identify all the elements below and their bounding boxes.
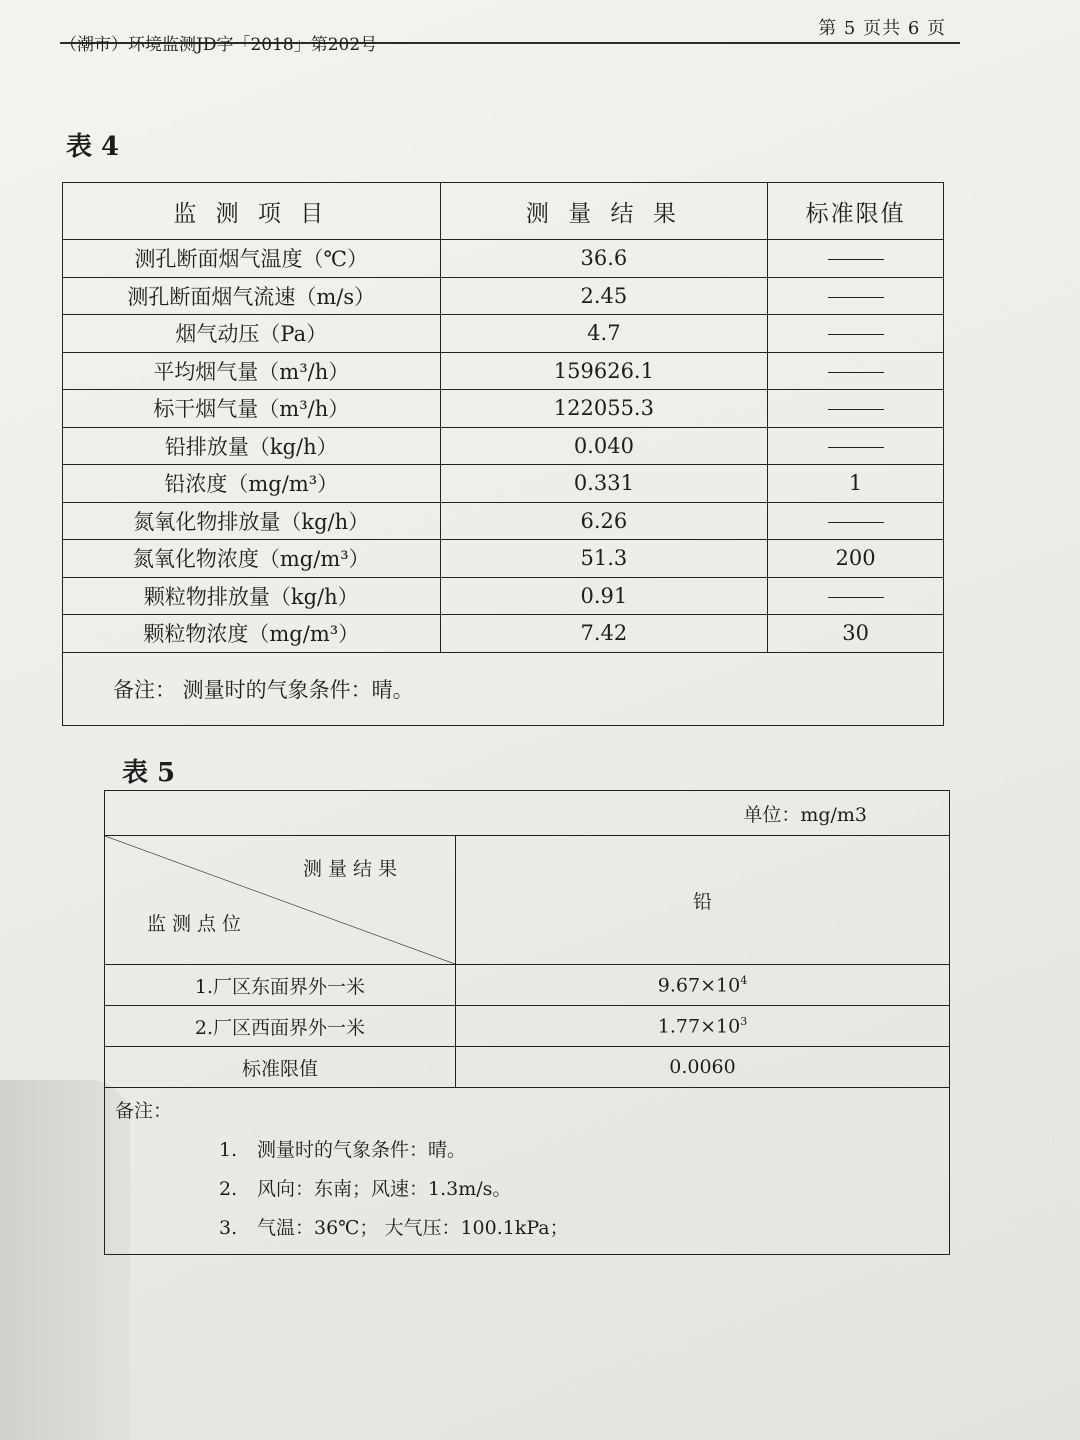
dash-mark — [828, 372, 884, 373]
table5-unit-row — [105, 791, 950, 836]
table-row — [105, 1006, 950, 1047]
cell-limit — [768, 502, 944, 540]
dash-mark — [828, 447, 884, 448]
cell-point: 1.厂区东面界外一米 — [105, 965, 456, 1006]
dash-mark — [828, 522, 884, 523]
note-number: 1. — [219, 1139, 238, 1161]
cell-result: 159626.1 — [440, 352, 768, 390]
cell-item: 颗粒物排放量（kg/h） — [63, 577, 441, 615]
value-mantissa: 9.67×10 — [657, 974, 741, 997]
cell-limit: 1 — [768, 465, 944, 503]
table-row — [63, 427, 944, 465]
cell-result: 0.331 — [440, 465, 768, 503]
table-row — [105, 1047, 950, 1088]
table4-heading: 表 4 — [66, 132, 120, 162]
cell-result: 2.45 — [440, 277, 768, 315]
cell-limit — [768, 577, 944, 615]
cell-limit — [768, 390, 944, 428]
table-row — [63, 315, 944, 353]
cell-result: 7.42 — [440, 615, 768, 653]
table-row — [63, 502, 944, 540]
notes-cell — [105, 1088, 950, 1255]
cell-item: 测孔断面烟气温度（℃） — [63, 240, 441, 278]
column-header-limit: 标准限值 — [768, 183, 944, 240]
cell-limit — [768, 427, 944, 465]
cell-item: 颗粒物浓度（mg/m³） — [63, 615, 441, 653]
table4-remark-row — [63, 652, 944, 725]
cell-limit — [768, 352, 944, 390]
dash-mark — [828, 334, 884, 335]
dash-mark — [828, 597, 884, 598]
dash-mark — [828, 297, 884, 298]
cell-result: 51.3 — [440, 540, 768, 578]
cell-item: 铅浓度（mg/m³） — [63, 465, 441, 503]
cell-item: 标干烟气量（m³/h） — [63, 390, 441, 428]
note-item — [219, 1174, 939, 1201]
cell-limit: 200 — [768, 540, 944, 578]
cell-limit — [768, 240, 944, 278]
notes-label: 备注： — [115, 1100, 173, 1122]
unit-label: 单位：mg/m3 — [105, 791, 950, 836]
cell-value — [456, 1006, 950, 1047]
cell-result: 0.91 — [440, 577, 768, 615]
table5-header-row — [105, 836, 950, 965]
table5-heading: 表 5 — [122, 758, 176, 788]
table-row — [63, 540, 944, 578]
cell-item: 铅排放量（kg/h） — [63, 427, 441, 465]
cell-result: 122055.3 — [440, 390, 768, 428]
table4 — [62, 182, 944, 726]
table-row — [63, 240, 944, 278]
cell-point: 2.厂区西面界外一米 — [105, 1006, 456, 1047]
table5 — [104, 790, 950, 1255]
cell-result: 6.26 — [440, 502, 768, 540]
table5-notes-row — [105, 1088, 950, 1255]
cell-value — [456, 965, 950, 1006]
note-number: 2. — [219, 1178, 238, 1200]
column-header-lead: 铅 — [456, 836, 950, 965]
value-mantissa: 1.77×10 — [657, 1015, 741, 1038]
value-exponent: 4 — [740, 973, 748, 987]
cell-item: 烟气动压（Pa） — [63, 315, 441, 353]
note-text: 测量时的气象条件：晴。 — [257, 1139, 467, 1161]
cell-item: 平均烟气量（m³/h） — [63, 352, 441, 390]
note-item — [219, 1135, 939, 1162]
note-item — [219, 1213, 939, 1240]
table4-header-row — [63, 183, 944, 240]
cell-limit-value: 0.0060 — [456, 1047, 950, 1088]
cell-item: 氮氧化物排放量（kg/h） — [63, 502, 441, 540]
cell-limit-label: 标准限值 — [105, 1047, 456, 1088]
cell-result: 0.040 — [440, 427, 768, 465]
dash-mark — [828, 409, 884, 410]
cell-limit — [768, 315, 944, 353]
table-row — [105, 965, 950, 1006]
diag-label-point: 监测点位 — [147, 913, 248, 935]
cell-limit — [768, 277, 944, 315]
remark-text: 备注： 测量时的气象条件：晴。 — [63, 652, 944, 725]
page-info: 第 5 页共 6 页 — [818, 18, 946, 39]
table-row — [63, 352, 944, 390]
column-header-item: 监 测 项 目 — [63, 183, 441, 240]
diag-label-result: 测量结果 — [302, 858, 403, 880]
note-text: 气温：36℃； 大气压：100.1kPa； — [257, 1217, 569, 1239]
cell-item: 氮氧化物浓度（mg/m³） — [63, 540, 441, 578]
table-row — [63, 615, 944, 653]
value-exponent: 3 — [740, 1014, 748, 1028]
dash-mark — [828, 259, 884, 260]
column-header-result: 测 量 结 果 — [440, 183, 768, 240]
cell-item: 测孔断面烟气流速（m/s） — [63, 277, 441, 315]
cell-limit: 30 — [768, 615, 944, 653]
table-row — [63, 577, 944, 615]
page-header — [60, 12, 960, 55]
table-row — [63, 465, 944, 503]
document-number: （潮市）环境监测JD字「2018」第202号 — [60, 35, 378, 55]
cell-result: 36.6 — [440, 240, 768, 278]
note-text: 风向：东南；风速：1.3m/s。 — [257, 1178, 512, 1200]
table-row — [63, 277, 944, 315]
cell-result: 4.7 — [440, 315, 768, 353]
diagonal-header-cell — [105, 836, 456, 965]
note-number: 3. — [219, 1217, 238, 1239]
table-row — [63, 390, 944, 428]
